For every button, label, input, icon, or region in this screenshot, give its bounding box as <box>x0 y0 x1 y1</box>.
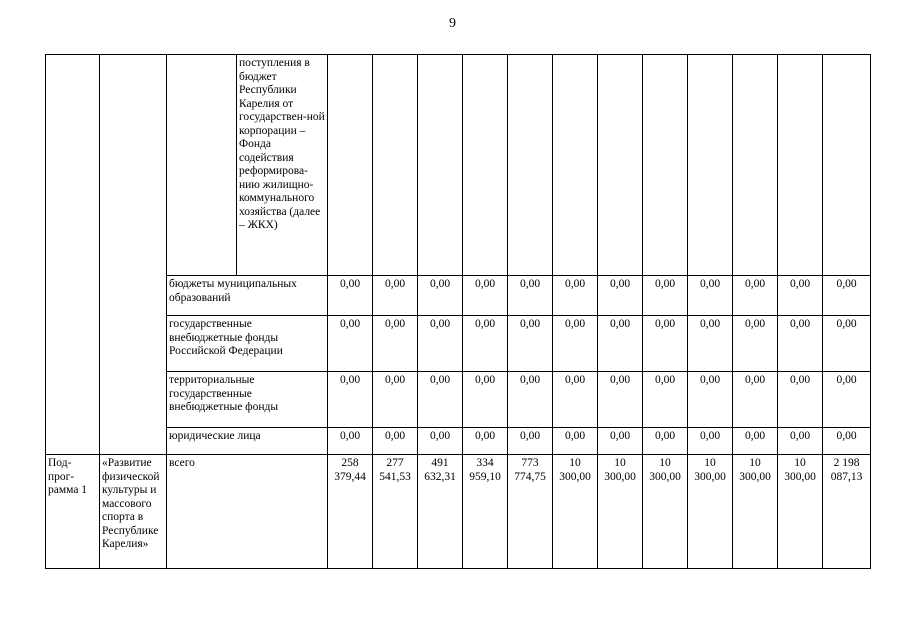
table-row <box>46 372 871 428</box>
value-cell: 0,00 <box>328 428 373 455</box>
value-cell: 334 959,10 <box>463 455 508 569</box>
name-cell-empty <box>100 55 167 455</box>
value-cell: 0,00 <box>598 316 643 372</box>
table-row <box>46 428 871 455</box>
value-cell: 0,00 <box>328 276 373 316</box>
value-cell: 0,00 <box>733 428 778 455</box>
value-cell: 491 632,31 <box>418 455 463 569</box>
value-cell: 0,00 <box>778 428 823 455</box>
subprogram-name: «Развитие физической культуры и массового спорта в Республике Карелия» <box>100 455 167 569</box>
value-cell <box>373 55 418 276</box>
value-cell: 0,00 <box>508 428 553 455</box>
value-cell <box>553 55 598 276</box>
value-cell: 0,00 <box>373 372 418 428</box>
value-cell: 0,00 <box>418 316 463 372</box>
value-cell: 0,00 <box>418 276 463 316</box>
value-cell <box>688 55 733 276</box>
value-cell: 2 198 087,13 <box>823 455 871 569</box>
table-row <box>46 55 871 276</box>
value-cell <box>778 55 823 276</box>
value-cell <box>733 55 778 276</box>
empty-cell <box>167 55 237 276</box>
value-cell: 10 300,00 <box>598 455 643 569</box>
value-cell: 0,00 <box>373 276 418 316</box>
value-cell: 0,00 <box>463 276 508 316</box>
subprogram-row <box>46 455 871 569</box>
value-cell: 0,00 <box>643 276 688 316</box>
value-cell: 0,00 <box>643 428 688 455</box>
table-row <box>46 276 871 316</box>
page-number: 9 <box>449 16 456 31</box>
source-label: юридические лица <box>167 428 328 455</box>
value-cell: 0,00 <box>373 428 418 455</box>
value-cell: 0,00 <box>328 372 373 428</box>
source-label: территориальные государственные внебюджетные фонды <box>167 372 328 428</box>
value-cell <box>463 55 508 276</box>
value-cell: 0,00 <box>733 316 778 372</box>
value-cell: 0,00 <box>508 276 553 316</box>
value-cell: 10 300,00 <box>778 455 823 569</box>
value-cell: 773 774,75 <box>508 455 553 569</box>
value-cell <box>508 55 553 276</box>
value-cell: 0,00 <box>328 316 373 372</box>
value-cell: 0,00 <box>373 316 418 372</box>
value-cell: 0,00 <box>598 372 643 428</box>
value-cell: 0,00 <box>823 276 871 316</box>
source-label: поступления в бюджет Республики Карелия от государствен-ной корпорации – Фонда содействия реформирова-нию жилищно-коммунального хозяйства (далее – ЖКХ) <box>237 55 328 276</box>
value-cell <box>598 55 643 276</box>
status-cell-empty <box>46 55 100 455</box>
value-cell: 0,00 <box>688 372 733 428</box>
value-cell: 0,00 <box>643 372 688 428</box>
source-label: всего <box>167 455 328 569</box>
value-cell: 0,00 <box>823 428 871 455</box>
table-row <box>46 316 871 372</box>
value-cell: 0,00 <box>688 428 733 455</box>
value-cell: 0,00 <box>733 276 778 316</box>
value-cell <box>643 55 688 276</box>
value-cell <box>823 55 871 276</box>
source-label: государственные внебюджетные фонды Российской Федерации <box>167 316 328 372</box>
value-cell: 0,00 <box>733 372 778 428</box>
value-cell: 0,00 <box>418 428 463 455</box>
value-cell: 0,00 <box>598 428 643 455</box>
value-cell: 0,00 <box>553 316 598 372</box>
value-cell: 0,00 <box>418 372 463 428</box>
value-cell: 0,00 <box>688 316 733 372</box>
budget-table <box>45 54 871 569</box>
value-cell: 10 300,00 <box>553 455 598 569</box>
value-cell: 10 300,00 <box>688 455 733 569</box>
value-cell: 0,00 <box>823 372 871 428</box>
value-cell: 0,00 <box>823 316 871 372</box>
value-cell: 0,00 <box>778 372 823 428</box>
value-cell: 0,00 <box>463 316 508 372</box>
value-cell <box>418 55 463 276</box>
value-cell: 0,00 <box>508 316 553 372</box>
value-cell: 10 300,00 <box>643 455 688 569</box>
value-cell <box>328 55 373 276</box>
value-cell: 0,00 <box>553 372 598 428</box>
subprogram-status: Под-прог-рамма 1 <box>46 455 100 569</box>
value-cell: 0,00 <box>463 428 508 455</box>
value-cell: 277 541,53 <box>373 455 418 569</box>
value-cell: 0,00 <box>778 316 823 372</box>
source-label: бюджеты муниципальных образований <box>167 276 328 316</box>
value-cell: 0,00 <box>778 276 823 316</box>
value-cell: 0,00 <box>688 276 733 316</box>
value-cell: 0,00 <box>643 316 688 372</box>
value-cell: 0,00 <box>463 372 508 428</box>
value-cell: 0,00 <box>553 276 598 316</box>
value-cell: 10 300,00 <box>733 455 778 569</box>
value-cell: 0,00 <box>598 276 643 316</box>
value-cell: 0,00 <box>508 372 553 428</box>
value-cell: 258 379,44 <box>328 455 373 569</box>
value-cell: 0,00 <box>553 428 598 455</box>
